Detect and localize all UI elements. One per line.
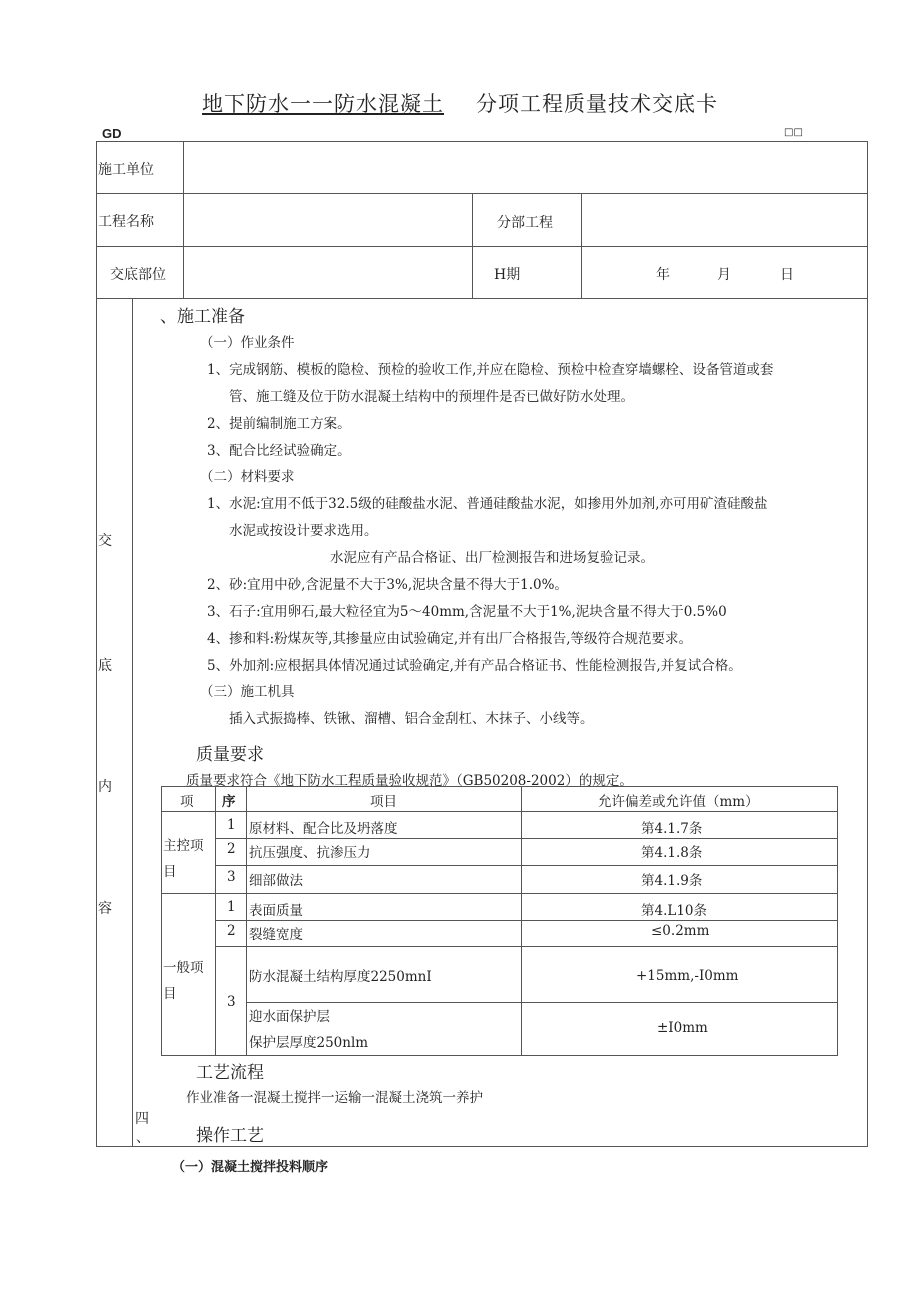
date-label: H期: [494, 267, 521, 283]
process-flow: 作业准备一混凝土搅拌一运输一混凝土浇筑一养护: [186, 1090, 483, 1106]
handover-part-label: 交底部位: [110, 267, 166, 283]
form-divider: [96, 193, 868, 194]
paragraph-line: 1、完成钢筋、模板的隐检、预检的验收工作,并应在隐检、预检中检查穿墙螺栓、设备管道或套: [207, 362, 774, 378]
table-header-tolerance: 允许偏差或允许值（mm）: [598, 794, 759, 810]
content-divider: [132, 298, 133, 1147]
date-day: 日: [780, 267, 794, 283]
page-mark: □□: [784, 127, 803, 138]
date-year: 年: [656, 267, 670, 283]
table-divider: [161, 893, 838, 894]
paragraph-line: 2、提前编制施工方案。: [207, 416, 351, 432]
paragraph-line: 5、外加剂:应根据具体情况通过试验确定,并有产品合格证书、性能检测报告,并复试合格。: [207, 658, 742, 674]
table-item: 表面质量: [249, 903, 303, 919]
group-label-main: 目: [163, 864, 177, 880]
table-header-project: 项目: [370, 794, 397, 810]
table-seq: 2: [227, 841, 236, 857]
table-tolerance: 第4.1.7条: [641, 821, 703, 837]
table-divider: [215, 786, 216, 1056]
paragraph-line: 插入式振捣棒、铁锹、溜槽、铝合金刮杠、木抹子、小线等。: [229, 711, 594, 727]
group-label-main: 主控项: [163, 838, 204, 854]
table-tolerance: 第4.L10条: [641, 903, 708, 919]
table-seq: 1: [227, 899, 236, 915]
paragraph-line: 2、砂:宜用中砂,含泥量不大于3%,泥块含量不得大于1.0%。: [207, 577, 568, 593]
section-four-mark: 、: [136, 1130, 150, 1146]
table-seq: 1: [227, 817, 236, 833]
table-header-seq: 序: [222, 794, 236, 810]
table-item: 保护层厚度250nlm: [249, 1035, 369, 1051]
title-rest: 分项工程质量技术交底卡: [476, 92, 718, 116]
table-seq: 3: [227, 869, 236, 885]
form-divider: [472, 193, 473, 299]
side-label-char: 底: [98, 658, 112, 674]
group-label-general: 一般项: [163, 960, 204, 976]
form-divider: [183, 141, 184, 299]
table-item: 迎水面保护层: [249, 1009, 330, 1025]
table-seq: 2: [227, 923, 236, 939]
table-item: 抗压强度、抗渗压力: [249, 845, 371, 861]
next-heading: （一）混凝土搅拌投料顺序: [172, 1160, 329, 1175]
division-label: 分部工程: [497, 215, 553, 231]
form-divider: [581, 193, 582, 299]
table-tolerance: 第4.1.8条: [641, 845, 703, 861]
document-code: GD: [102, 126, 122, 141]
table-divider: [215, 946, 838, 947]
section-heading: 工艺流程: [196, 1063, 264, 1083]
side-label-char: 容: [98, 901, 112, 917]
paragraph-line: 3、石子:宜用卵石,最大粒径宜为5～40mm,含泥量不大于1%,泥块含量不得大于0.5%0: [207, 604, 727, 620]
group-label-general: 目: [163, 986, 177, 1002]
table-tolerance: ±I0mm: [657, 1020, 708, 1036]
project-name-label: 工程名称: [98, 214, 154, 230]
table-divider: [521, 786, 522, 1056]
construction-unit-label: 施工单位: [98, 162, 154, 178]
table-divider: [161, 811, 838, 812]
table-divider: [215, 920, 838, 921]
paragraph-line: 3、配合比经试验确定。: [207, 443, 351, 459]
table-item: 细部做法: [249, 873, 303, 889]
table-divider: [246, 1002, 838, 1003]
section-four-number: 四: [135, 1111, 149, 1127]
sub-heading: （二）材料要求: [200, 469, 295, 485]
table-divider: [215, 838, 838, 839]
table-tolerance: ≤0.2mm: [651, 923, 710, 939]
paragraph-line: 1、水泥:宜用不低于32.5级的硅酸盐水泥、普通硅酸盐水泥，如掺用外加剂,亦可用矿渣硅酸盐: [207, 496, 768, 512]
table-item: 原材料、配合比及坍落度: [249, 821, 398, 837]
title-underlined: 地下防水一一防水混凝土: [202, 92, 444, 116]
table-tolerance: 第4.1.9条: [641, 873, 703, 889]
paragraph-line: 水泥或按设计要求选用。: [229, 523, 378, 539]
sub-heading: （三）施工机具: [200, 684, 295, 700]
paragraph-line: 水泥应有产品合格证、出厂检测报告和进场复验记录。: [330, 550, 654, 566]
date-month: 月: [717, 267, 731, 283]
table-header-item: 项: [180, 794, 194, 810]
paragraph-line: 4、掺和料:粉煤灰等,其掺量应由试验确定,并有出厂合格报告,等级符合规范要求。: [207, 631, 693, 647]
section-heading: 质量要求: [196, 745, 264, 765]
table-item: 防水混凝土结构厚度2250mnI: [249, 969, 432, 985]
table-seq: 3: [227, 994, 236, 1010]
document-title: [0, 88, 920, 118]
side-label-char: 内: [98, 779, 112, 795]
sub-heading: （一）作业条件: [200, 335, 295, 351]
header-form: [96, 141, 868, 299]
section-heading: 操作工艺: [196, 1126, 264, 1146]
form-divider: [96, 246, 868, 247]
table-divider: [215, 865, 838, 866]
paragraph-line: 质量要求符合《地下防水工程质量验收规范》（GB50208-2002）的规定。: [186, 773, 633, 789]
side-label-char: 交: [98, 533, 112, 549]
table-item: 裂缝宽度: [249, 927, 303, 943]
table-divider: [246, 786, 247, 1056]
table-tolerance: +15mm,-I0mm: [636, 968, 739, 984]
section-heading: 、施工准备: [160, 307, 245, 327]
paragraph-line: 管、施工缝及位于防水混凝土结构中的预埋件是否已做好防水处理。: [229, 389, 634, 405]
